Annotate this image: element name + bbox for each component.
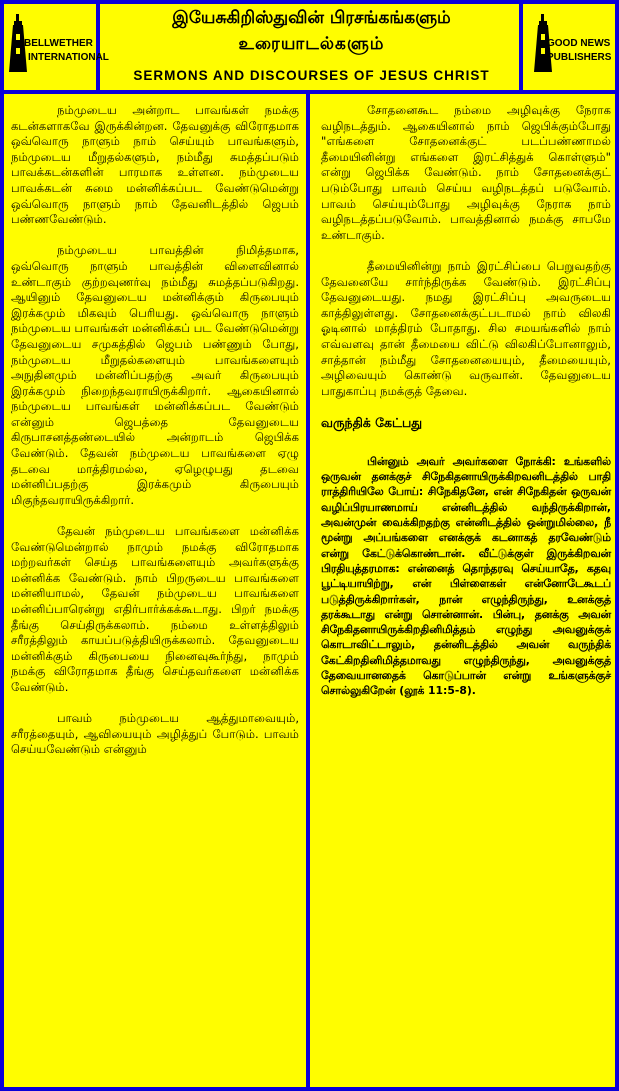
page-title-tamil-line2: உரையாடல்களும் [238,34,385,54]
page-header [0,0,619,94]
page-title-tamil-line1: இயேசுகிறிஸ்துவின் பிரசங்கங்களும் [172,8,451,28]
bellwether-logo [0,0,109,94]
left-paragraph-4: பாவம் நம்முடைய ஆத்துமாவையும், சரீரத்தையும், ஆவியையும் அழித்துப் போடும். பாவம் செய்யவேண்டும் என்னும் [11,711,299,757]
right-logo-line2: PUBLISHERS [547,52,612,63]
left-column [0,94,310,1091]
left-logo-line1: BELLWETHER [24,38,93,49]
right-column [310,94,619,1091]
left-paragraph-2: நம்முடைய பாவத்தின் நிமித்தமாக, ஒவ்வொரு நாளும் பாவத்தின் விளைவினால் உண்டாகும் குற்றவுணர்வு நம்மீது சுமத்தப்படுகிறது. ஆயினும் தேவனுடைய மன்னிக்கும் கிருபையும் இரக்கமும் மிகவும் பெரியது. ஒவ்வொரு நாளும் நம்முடைய பாவங்கள் மன்னிக்கப் பட வேண்டுமென்று தேவனுடைய சமுகத்தில் ஜெபம் பண்ணும் போது, நம்முடைய மீறுதல்களையும் பாவங்களையும் அநுதினமும் மன்னிப்பதற்கு அவர் கிருபையும் இரக்கமும் நிறைந்தவராயிருக்கிறார். ஆகையினால் நம்முடைய பாவங்கள் மன்னிக்கப்பட வேண்டும் என்னும் ஜெபத்தை தேவனுடைய கிருபாசனத்தண்டையில் அன்றாடம் ஜெபிக்க வேண்டும். தேவன் நம்முடைய பாவங்களை ஏழு தடவை மாத்திரமல்ல, ஏழெழுபது தடவை மன்னிப்பதற்கு இரக்கமும் கிருபையும் மிகுந்தவராயிருக்கிறார். [11,243,299,507]
right-paragraph-2: தீமையினின்று நாம் இரட்சிப்பை பெறுவதற்கு தேவனையே சார்ந்திருக்க வேண்டும். இரட்சிப்பு தேவனுடையது. நமது இரட்சிப்பு அவருடைய காத்திலுள்ளது. சோதனைக்குட்படாமல் நாம் விலகி ஓடினால் மாத்திரம் போதாது. சில சமயங்களில் நாம் எவ்வளவு தான் தீமையை விட்டு விலகிப்போனாலும், சாத்தான் நம்மீது சோதனையையும், தீமையையும், அழிவையும் கொண்டு வருவான். தேவனுடைய பாதுகாப்பு நமக்குத் தேவை. [321,258,611,398]
section-heading: வருந்திக் கேட்பது [321,414,423,430]
left-logo-line2: INTERNATIONAL [28,52,109,63]
right-logo-line1: GOOD NEWS [547,38,611,49]
right-paragraph-1: சோதனைகூட நம்மை அழிவுக்கு நேராக வழிநடத்தும். ஆகையினால் நாம் ஜெபிக்கும்போது "எங்களை சோதனைக்குட் படப்பண்ணாமல் தீமையினின்று எங்களை இரட்சித்துக் கொள்ளும்" என்று ஜெபிக்க வேண்டும். நாம் சோதனைக்குட் படும்போது பாவம் செய்ய வழிநடத்தப் படுவோம். பாவம் செய்யும்போது அழிவுக்கு நேராக நாம் வழிநடத்தப்படுவோம். பாவத்தினால் நமக்கு சாபமே உண்டாகும். [321,103,611,242]
good-news-logo [519,0,619,94]
title-area [104,0,519,94]
left-paragraph-3: தேவன் நம்முடைய பாவங்களை மன்னிக்க வேண்டுமென்றால் நாமும் நமக்கு விரோதமாக மற்றவர்கள் செய்த பாவங்களையும் அவர்களுக்கு மன்னிக்க வேண்டும். நாம் பிறருடைய பாவங்களை மன்னியாமல், தேவன் நம்முடைய பாவங்களை மன்னிப்பாரென்று எதிர்பார்க்கக்கூடாது. பிறர் நமக்கு தீங்கு செய்திருக்கலாம். நம்மை உள்ளத்திலும் சரீரத்திலும் காயப்படுத்தியிருக்கலாம். தேவனுடைய மன்னிக்கும் கிருபையை நினைவுகூர்ந்து, நாமும் நமக்கு விரோதமாக தீங்கு செய்தவர்களை மன்னிக்க வேண்டும். [11,524,299,694]
left-paragraph-1: நம்முடைய அன்றாட பாவங்கள் நமக்கு கடன்களாகவே இருக்கின்றன. தேவனுக்கு விரோதமாக ஒவ்வொரு நாளும் நாம் செய்யும் பாவங்களும், நம்முடைய மீறுதல்களும், நம்மீது சுமத்தப்படும் பாவக்கடன்களின் பாரமாக உள்ளன. நம்முடைய பாவக்கடன் சுமை மன்னிக்கப்பட வேண்டுமென்று ஒவ்வொரு நாளும் நாம் தேவனிடத்தில் ஜெபம் பண்ணவேண்டும். [11,103,299,227]
scripture-quote: பின்னும் அவர் அவர்களை நோக்கி: உங்களில் ஒருவன் தனக்குச் சிநேகிதனாயிருக்கிறவனிடத்தில் பாதி ராத்திரியிலே போய்: சிநேகிதனே, என் சிநேகிதன் ஒருவன் வழிப்பிரயாணமாய் என்னிடத்தில் வந்திருக்கிறான், அவன்முன் வைக்கிறதற்கு என்னிடத்தில் ஒன்றுமில்லை, நீ மூன்று அப்பங்களை எனக்குக் கடனாகத் தரவேண்டும் என்று கேட்டுக்கொண்டான். வீட்டுக்குள் இருக்கிறவன் பிரதியுத்தரமாக: என்னைத் தொந்தரவு செய்யாதே, கதவு பூட்டியாயிற்று, என் பிள்ளைகள் என்னோடேகூடப் படுத்திருக்கிறார்கள், நான் எழுந்திருந்து, உனக்குத் தரக்கூடாது என்று சொன்னான். பின்பு, தனக்கு அவன் சிநேகிதனாயிருக்கிறதினிமித்தம் எழுந்து அவனுக்குக் கொடாவிட்டாலும், தன்னிடத்தில் அவன் வருந்திக் கேட்கிறதினிமித்தமாவது எழுந்திருந்து, அவனுக்குத் தேவையானதைக் கொடுப்பான் என்று உங்களுக்குச் சொல்லுகிறேன் (லூக் 11:5-8). [321,454,611,698]
page-title-english: SERMONS AND DISCOURSES OF JESUS CHRIST [133,68,490,83]
